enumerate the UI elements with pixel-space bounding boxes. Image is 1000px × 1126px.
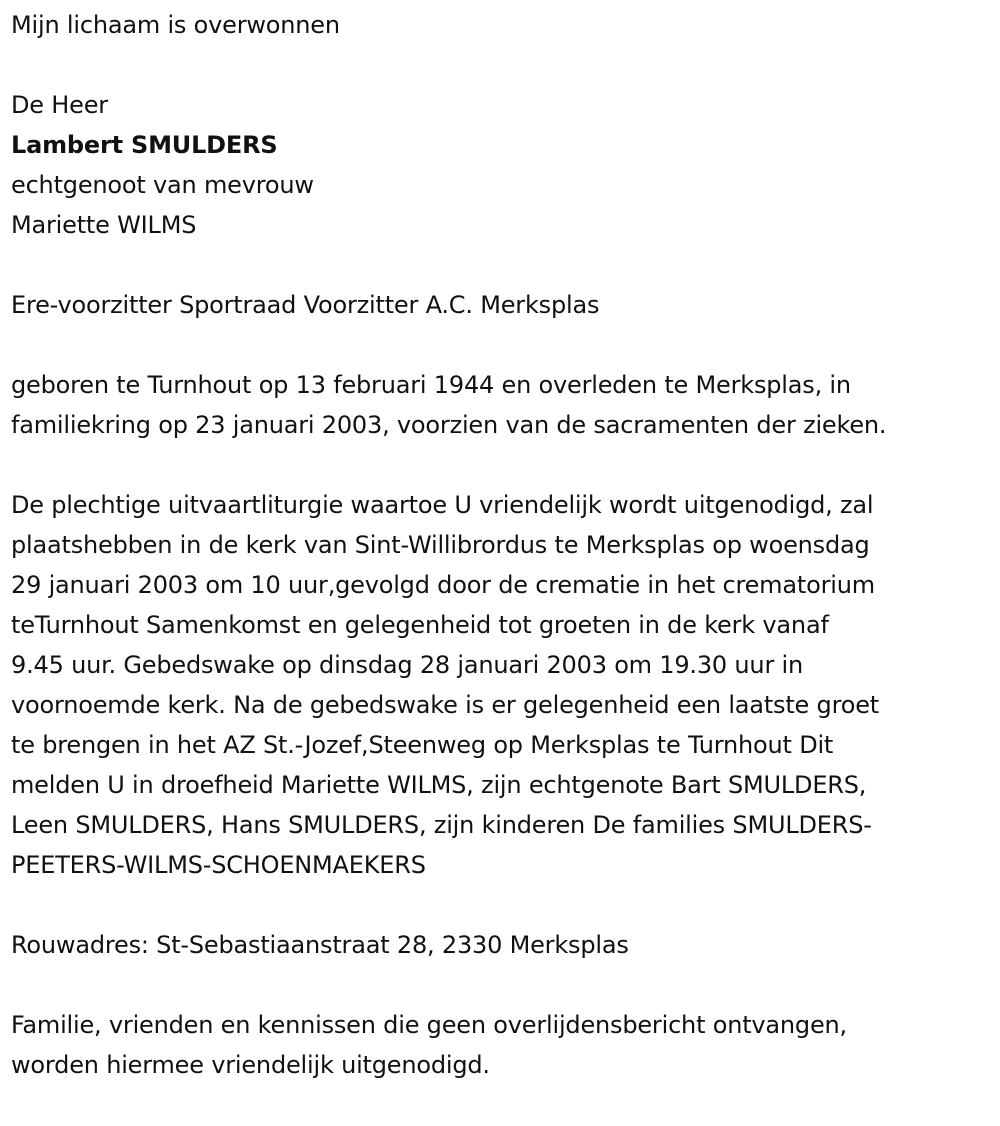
spouse-name: Mariette WILMS (11, 211, 197, 239)
paragraph-line: Leen SMULDERS, Hans SMULDERS, zijn kinderen De families SMULDERS- (11, 811, 872, 839)
paragraph-line: De plechtige uitvaartliturgie waartoe U vriendelijk wordt uitgenodigd, zal (11, 491, 874, 519)
spouse-intro: echtgenoot van mevrouw (11, 171, 314, 199)
spacer (11, 445, 996, 485)
closing-paragraph (11, 1005, 996, 1085)
paragraph-line: 29 januari 2003 om 10 uur,gevolgd door de crematie in het crematorium (11, 571, 875, 599)
paragraph-line: teTurnhout Samenkomst en gelegenheid tot groeten in de kerk vanaf (11, 611, 829, 639)
birth-death-paragraph (11, 365, 996, 445)
spacer (11, 965, 996, 1005)
funeral-paragraph (11, 485, 996, 885)
paragraph-line: 9.45 uur. Gebedswake op dinsdag 28 januari 2003 om 19.30 uur in (11, 651, 804, 679)
titles-line: Ere-voorzitter Sportraad Voorzitter A.C. Merksplas (11, 291, 600, 319)
spacer (11, 45, 996, 85)
paragraph-line: Familie, vrienden en kennissen die geen overlijdensbericht ontvangen, (11, 1011, 847, 1039)
paragraph-line: geboren te Turnhout op 13 februari 1944 en overleden te Merksplas, in (11, 371, 851, 399)
deceased-name: Lambert SMULDERS (11, 131, 278, 159)
paragraph-line: worden hiermee vriendelijk uitgenodigd. (11, 1051, 490, 1079)
paragraph-line: familiekring op 23 januari 2003, voorzien van de sacramenten der zieken. (11, 411, 887, 439)
paragraph-line: melden U in droefheid Mariette WILMS, zijn echtgenote Bart SMULDERS, (11, 771, 867, 799)
paragraph-line: PEETERS-WILMS-SCHOENMAEKERS (11, 851, 426, 879)
death-notice (11, 5, 996, 1085)
salutation: De Heer (11, 91, 108, 119)
spacer (11, 885, 996, 925)
opening-line: Mijn lichaam is overwonnen (11, 11, 340, 39)
paragraph-line: voornoemde kerk. Na de gebedswake is er gelegenheid een laatste groet (11, 691, 879, 719)
mourning-address: Rouwadres: St-Sebastiaanstraat 28, 2330 Merksplas (11, 931, 629, 959)
paragraph-line: plaatshebben in de kerk van Sint-Willibrordus te Merksplas op woensdag (11, 531, 870, 559)
spacer (11, 325, 996, 365)
spacer (11, 245, 996, 285)
paragraph-line: te brengen in het AZ St.-Jozef,Steenweg op Merksplas te Turnhout Dit (11, 731, 834, 759)
